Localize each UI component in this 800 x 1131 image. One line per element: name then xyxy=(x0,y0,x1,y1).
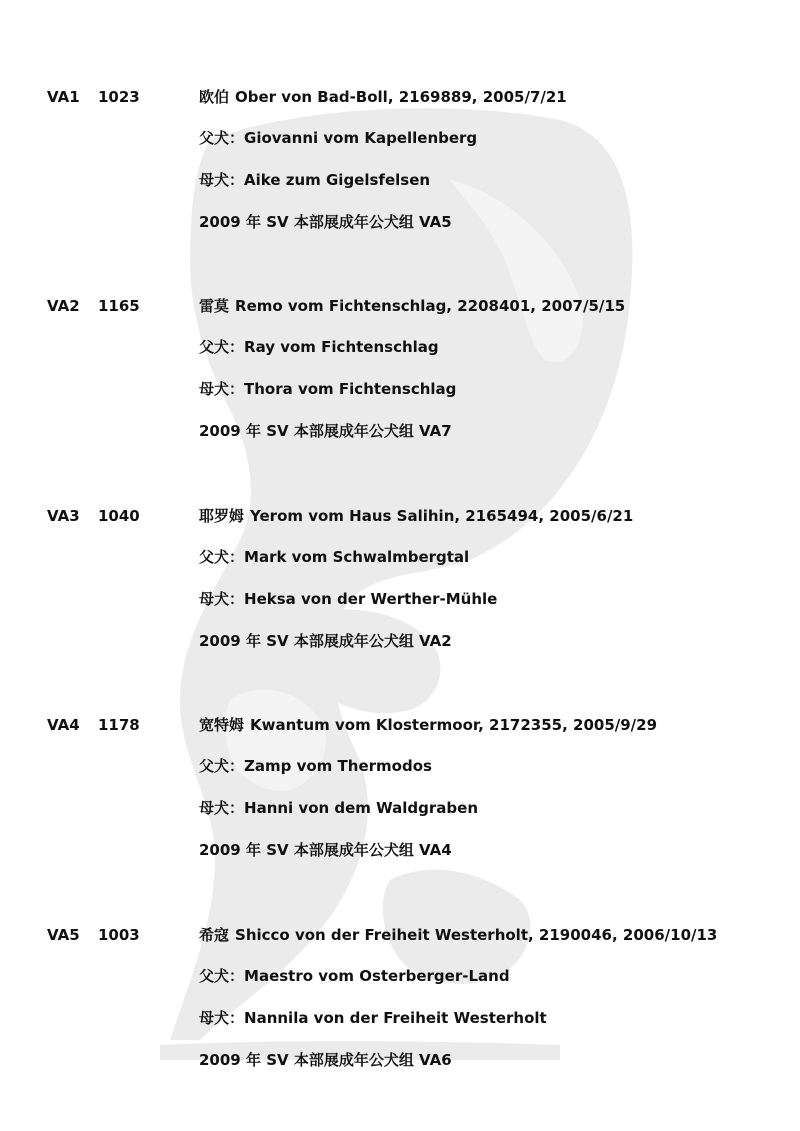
entry-rank: VA2 xyxy=(47,297,80,315)
show-result: 2009 年 SV 本部展成年公犬组 VA5 xyxy=(199,213,452,231)
sire-line xyxy=(199,548,469,566)
dog-chinese-name: 欧伯 xyxy=(199,88,230,106)
entry-number: 1165 xyxy=(98,297,140,315)
dam-line xyxy=(199,799,478,817)
entry-number: 1040 xyxy=(98,507,140,525)
sire-label: 父犬： xyxy=(199,129,245,147)
dam-line xyxy=(199,590,497,608)
dam-name: Heksa von der Werther-Mühle xyxy=(244,590,498,608)
sire-label: 父犬： xyxy=(199,548,245,566)
entry-va3 xyxy=(0,507,800,707)
entry-rank: VA5 xyxy=(47,926,80,944)
entry-rank: VA1 xyxy=(47,88,80,106)
dog-name-line xyxy=(199,926,717,944)
sire-line xyxy=(199,129,477,147)
dog-chinese-name: 耶罗姆 xyxy=(199,507,245,525)
dam-label: 母犬： xyxy=(199,171,245,189)
show-result: 2009 年 SV 本部展成年公犬组 VA6 xyxy=(199,1051,452,1069)
dog-name-line xyxy=(199,507,633,525)
sire-name: Mark vom Schwalmbergtal xyxy=(244,548,470,566)
dam-line xyxy=(199,171,430,189)
dam-line xyxy=(199,1009,547,1027)
show-result: 2009 年 SV 本部展成年公犬组 VA2 xyxy=(199,632,452,650)
dog-chinese-name: 宽特姆 xyxy=(199,716,245,734)
sire-line xyxy=(199,338,439,356)
dog-name-line xyxy=(199,297,625,315)
dog-name-line xyxy=(199,716,657,734)
dog-registered-name: Remo vom Fichtenschlag, 2208401, 2007/5/15 xyxy=(235,297,626,315)
dog-chinese-name: 希寇 xyxy=(199,926,230,944)
entry-rank: VA4 xyxy=(47,716,80,734)
dam-label: 母犬： xyxy=(199,1009,245,1027)
entry-va2 xyxy=(0,297,800,497)
dog-chinese-name: 雷莫 xyxy=(199,297,230,315)
dog-name-line xyxy=(199,88,567,106)
dog-registered-name: Kwantum vom Klostermoor, 2172355, 2005/9/29 xyxy=(250,716,658,734)
sire-label: 父犬： xyxy=(199,757,245,775)
entry-number: 1178 xyxy=(98,716,140,734)
dam-name: Nannila von der Freiheit Westerholt xyxy=(244,1009,547,1027)
sire-name: Ray vom Fichtenschlag xyxy=(244,338,439,356)
sire-line xyxy=(199,757,432,775)
dam-label: 母犬： xyxy=(199,799,245,817)
dam-line xyxy=(199,380,456,398)
entry-number: 1023 xyxy=(98,88,140,106)
dam-name: Thora vom Fichtenschlag xyxy=(244,380,457,398)
entry-va4 xyxy=(0,716,800,916)
sire-name: Giovanni vom Kapellenberg xyxy=(244,129,478,147)
sire-name: Maestro vom Osterberger-Land xyxy=(244,967,510,985)
dam-label: 母犬： xyxy=(199,590,245,608)
entry-va1 xyxy=(0,88,800,288)
dog-registered-name: Yerom vom Haus Salihin, 2165494, 2005/6/21 xyxy=(250,507,634,525)
dam-label: 母犬： xyxy=(199,380,245,398)
dam-name: Hanni von dem Waldgraben xyxy=(244,799,479,817)
show-result: 2009 年 SV 本部展成年公犬组 VA7 xyxy=(199,422,452,440)
show-result: 2009 年 SV 本部展成年公犬组 VA4 xyxy=(199,841,452,859)
entry-number: 1003 xyxy=(98,926,140,944)
dog-registered-name: Shicco von der Freiheit Westerholt, 2190046, 2006/10/13 xyxy=(235,926,718,944)
sire-line xyxy=(199,967,510,985)
dog-registered-name: Ober von Bad-Boll, 2169889, 2005/7/21 xyxy=(235,88,567,106)
sire-name: Zamp vom Thermodos xyxy=(244,757,432,775)
entry-rank: VA3 xyxy=(47,507,80,525)
sire-label: 父犬： xyxy=(199,967,245,985)
entry-va5 xyxy=(0,926,800,1126)
dam-name: Aike zum Gigelsfelsen xyxy=(244,171,431,189)
sire-label: 父犬： xyxy=(199,338,245,356)
